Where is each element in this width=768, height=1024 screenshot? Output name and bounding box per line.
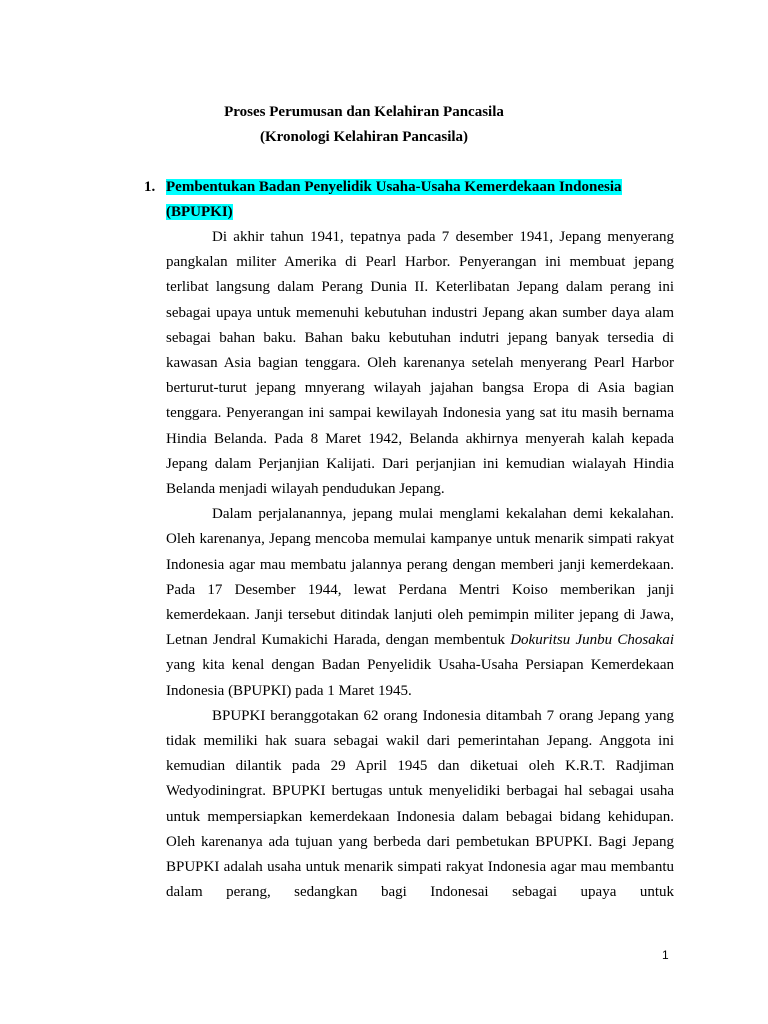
paragraph-2-text-before: Dalam perjalanannya, jepang mulai menglami kekalahan demi kekalahan. Oleh karenanya, Jepang mencoba memulai kampanye untuk menarik simpati rakyat Indonesia agar mau membatu jalannya perang dengan memberi janji kemerdekaan. Pada 17 Desember 1944, lewat Perdana Mentri Koiso memberikan janji kemerdekaan. Janji tersebut ditindak lanjuti oleh pemimpin militer jepang di Jawa, Letnan Jendral Kumakichi Harada, dengan membentuk: [166, 506, 674, 649]
page-number: 1: [662, 948, 669, 962]
document-subtitle: (Kronologi Kelahiran Pancasila): [259, 128, 469, 145]
paragraph-2: [166, 502, 674, 704]
title-block: [0, 100, 768, 149]
paragraph-3: BPUPKI beranggotakan 62 orang Indonesia ditambah 7 orang Jepang yang tidak memiliki hak suara sebagai wakil dari pemerintahan Jepang. Anggota ini kemudian dilantik pada 29 April 1945 dan diketuai oleh K.R.T. Radjiman Wedyodiningrat. BPUPKI bertugas untuk menyelidiki berbagai hal sebagai usaha untuk mempersiapkan kemerdekaan Indonesia dalam bebagai bidang kehidupan. Oleh karenanya ada tujuan yang berbeda dari pembetukan BPUPKI. Bagi Jepang BPUPKI adalah usaha untuk menarik simpati rakyat Indonesia agar mau membantu dalam perang, sedangkan bagi Indonesai sebagai upaya untuk: [166, 707, 674, 901]
paragraph-2-italic-term: Dokuritsu Junbu Chosakai: [510, 632, 674, 649]
section-heading-text: [166, 175, 674, 225]
paragraph-2-text-after: yang kita kenal dengan Badan Penyelidik Usaha-Usaha Persiapan Kemerdekaan Indonesia (BPUPKI) pada 1 Maret 1945.: [166, 657, 674, 699]
section-heading-part2: (BPUPKI): [166, 204, 233, 220]
document-title: Proses Perumusan dan Kelahiran Pancasila: [224, 104, 504, 120]
section-number: 1.: [144, 179, 156, 195]
section-heading: [144, 175, 674, 225]
section-heading-part1: Pembentukan Badan Penyelidik Usaha-Usaha Kemerdekaan Indonesia: [166, 179, 622, 195]
paragraph-1: Di akhir tahun 1941, tepatnya pada 7 desember 1941, Jepang menyerang pangkalan militer Amerika di Pearl Harbor. Penyerangan ini membuat jepang terlibat langsung dalam Perang Dunia II. Keterlibatan Jepang dalam perang ini sebagai upaya untuk memenuhi kebutuhan industri Jepang akan sumber daya alam sebagai bahan baku. Bahan baku kebutuhan indutri jepang banyak tersedia di kawasan Asia bagian tenggara. Oleh karenanya setelah menyerang Pearl Harbor berturut-turut jepang mnyerang wilayah jajahan bangsa Eropa di Asia bagian tenggara. Penyerangan ini sampai kewilayah Indonesia yang sat itu masih bernama Hindia Belanda. Pada 8 Maret 1942, Belanda akhirnya menyerah kalah kepada Jepang dalam Perjanjian Kalijati. Dari perjanjian ini kemudian wialayah Hindia Belanda menjadi wilayah pendudukan Jepang.: [166, 229, 674, 498]
body-text: [166, 225, 674, 905]
